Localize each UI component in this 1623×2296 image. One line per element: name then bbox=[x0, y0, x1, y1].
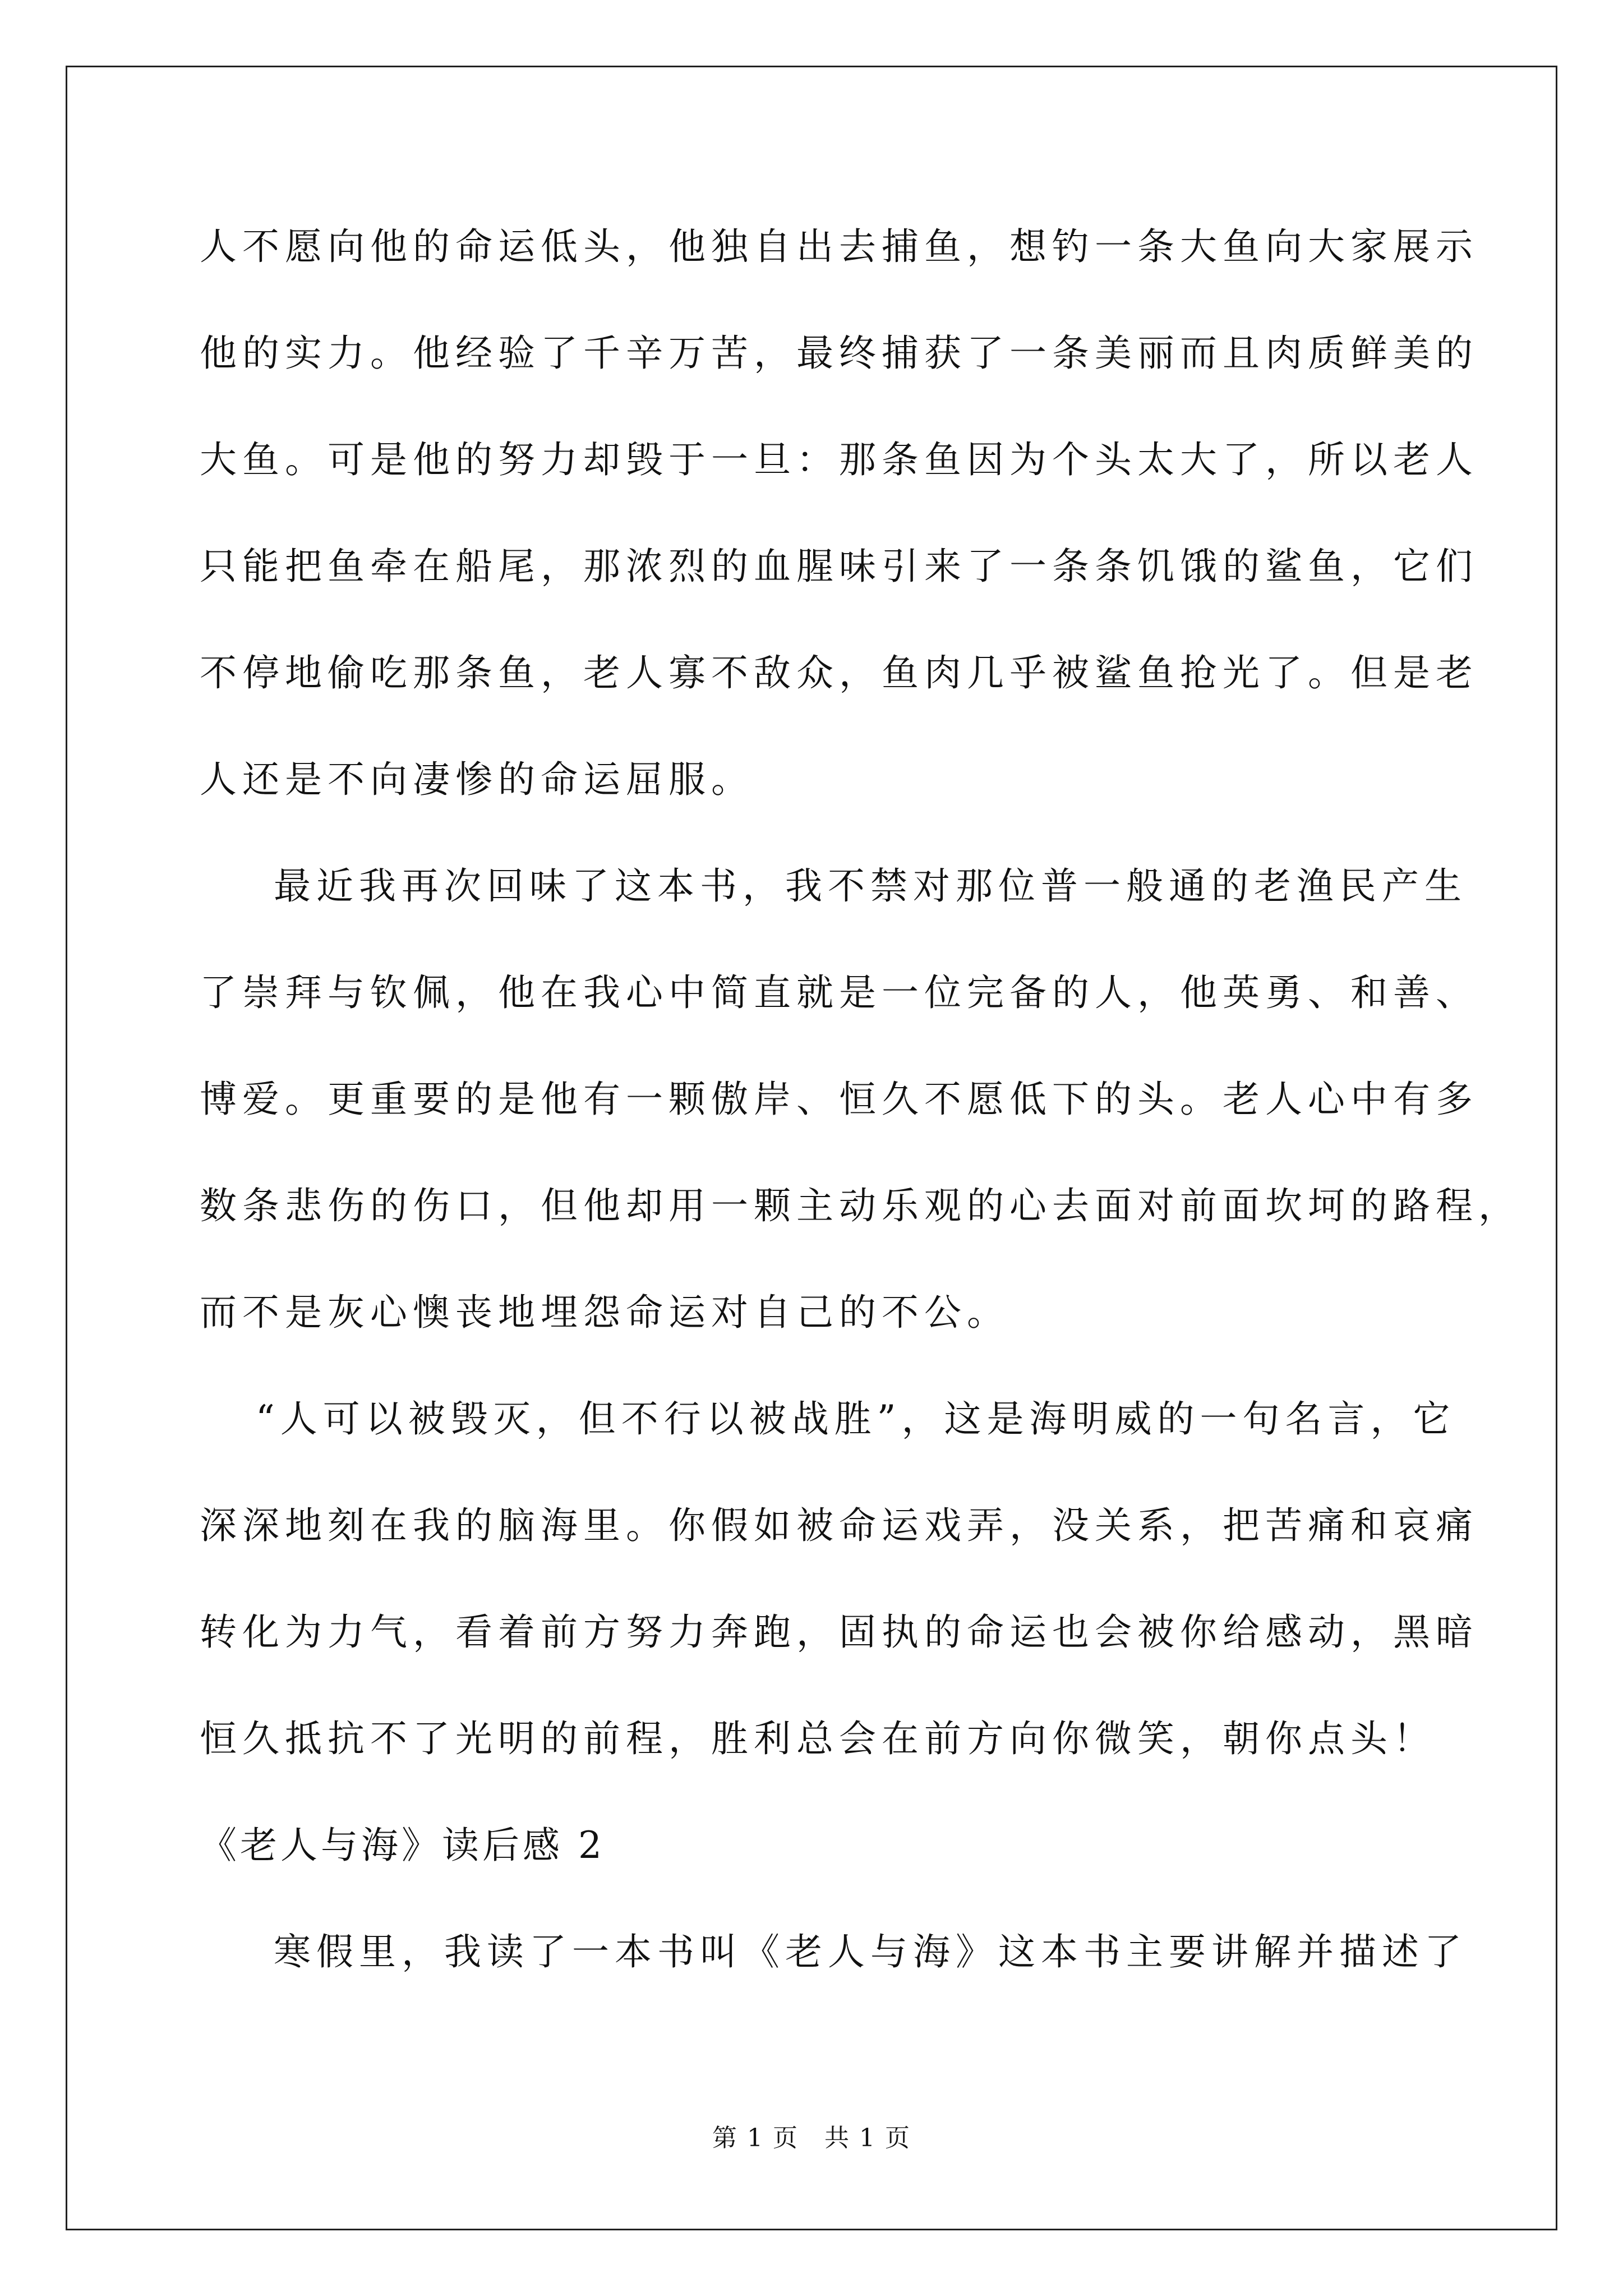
page-border bbox=[66, 66, 1557, 2230]
text-line: 人不愿向他的命运低头，他独自出去捕鱼，想钓一条大鱼向大家展示 bbox=[200, 225, 1478, 268]
text-line: 数条悲伤的伤口，但他却用一颗主动乐观的心去面对前面坎坷的路程， bbox=[200, 1184, 1521, 1227]
text-line: 不停地偷吃那条鱼，老人寡不敌众，鱼肉几乎被鲨鱼抢光了。但是老 bbox=[200, 651, 1478, 694]
text-line: 深深地刻在我的脑海里。你假如被命运戏弄，没关系，把苦痛和哀痛 bbox=[200, 1504, 1478, 1547]
paragraph-start-line: “人可以被毁灭，但不行以被战胜”，这是海明威的一句名言，它 bbox=[256, 1397, 1456, 1441]
text-line: 而不是灰心懊丧地埋怨命运对自己的不公。 bbox=[200, 1291, 1009, 1334]
paragraph-start-line: 最近我再次回味了这本书，我不禁对那位普一般通的老渔民产生 bbox=[274, 864, 1467, 908]
text-line: 恒久抵抗不了光明的前程，胜利总会在前方向你微笑，朝你点头！ bbox=[200, 1717, 1436, 1760]
page-footer: 第 1 页 共 1 页 bbox=[712, 2124, 911, 2152]
paragraph-start-line: 寒假里，我读了一本书叫《老人与海》这本书主要讲解并描述了 bbox=[274, 1930, 1467, 1973]
text-line: 转化为力气，看着前方努力奔跑，固执的命运也会被你给感动，黑暗 bbox=[200, 1611, 1478, 1654]
text-line: 大鱼。可是他的努力却毁于一旦：那条鱼因为个头太大了，所以老人 bbox=[200, 438, 1478, 481]
text-line: 了崇拜与钦佩，他在我心中简直就是一位完备的人，他英勇、和善、 bbox=[200, 971, 1478, 1014]
text-line: 人还是不向凄惨的命运屈服。 bbox=[200, 758, 754, 801]
text-line: 只能把鱼牵在船尾，那浓烈的血腥味引来了一条条饥饿的鲨鱼，它们 bbox=[200, 545, 1478, 588]
text-line: 博爱。更重要的是他有一颗傲岸、恒久不愿低下的头。老人心中有多 bbox=[200, 1078, 1478, 1121]
text-line: 他的实力。他经验了千辛万苦，最终捕获了一条美丽而且肉质鲜美的 bbox=[200, 332, 1478, 375]
section-heading: 《老人与海》读后感 2 bbox=[200, 1824, 605, 1867]
